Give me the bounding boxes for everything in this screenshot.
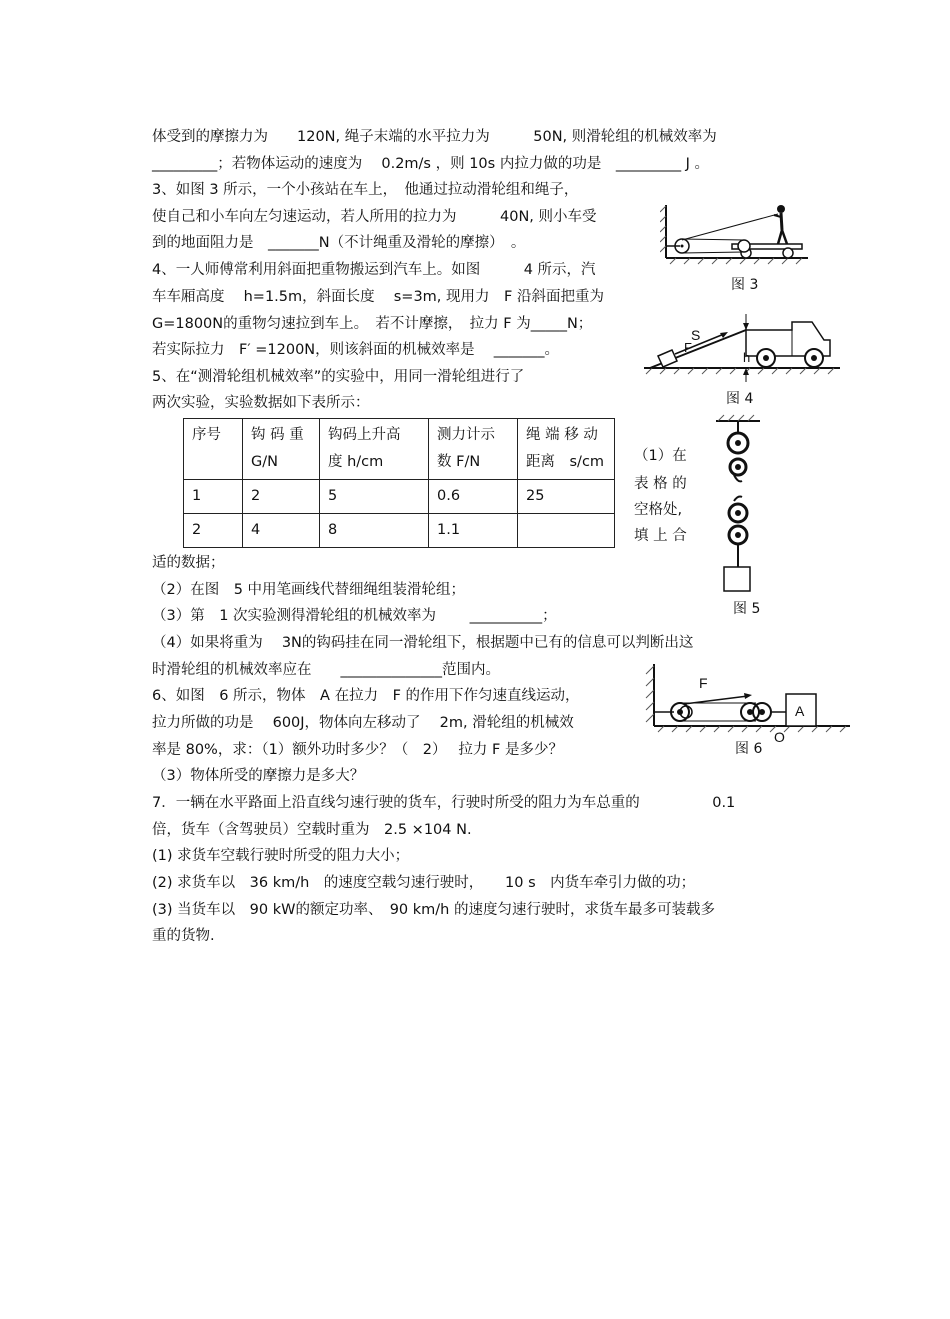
table-row [184,480,615,514]
table-cell: 25 [518,480,615,514]
side-text-3: 空格处, [634,502,683,518]
table-cell: 4 [243,514,320,548]
text-line-11: 两次实验，实验数据如下表所示： [152,395,370,411]
table-cell: 1.1 [429,514,518,548]
text-line-1: 体受到的摩擦力为 120N, 绳子末端的水平拉力为 50N, 则滑轮组的机械效率为 [152,129,717,145]
figure-3-caption: 图 3 [731,277,759,293]
table-header: 钩码上升高 度 h/cm [320,419,429,480]
text-line-2: _________；若物体运动的速度为 0.2m/s ，则 10s 内拉力做的功是 _________ J 。 [152,156,710,172]
text-line-24: (2) 求货车以 36 km/h 的速度空载匀速行驶时， 10 s 内货车牵引力做的功； [152,875,696,891]
svg-text:F: F [684,340,692,355]
side-text-2: 表 格 的 [634,476,687,492]
svg-text:O: O [774,729,785,742]
table-header: 序号 [184,419,243,480]
text-line-19: 率是 80%，求：（1）额外功时多少？（ 2） 拉力 F 是多少？ [152,742,563,758]
table-header-row [184,419,615,480]
table-cell: 0.6 [429,480,518,514]
figure-5-caption: 图 5 [733,601,761,617]
svg-text:S: S [691,327,701,343]
text-line-8: G=1800N的重物匀速拉到车上。 若不计摩擦， 拉力 F 为_____N； [152,316,593,332]
text-line-23: (1) 求货车空载行驶时所受的阻力大小； [152,848,410,864]
text-line-16: 时滑轮组的机械效率应在 ______________范围内。 [152,662,500,678]
text-line-5: 到的地面阻力是 _______N（不计绳重及滑轮的摩擦） 。 [152,235,526,251]
side-text-1: （1）在 [634,448,687,464]
svg-text:F: F [699,675,708,691]
text-line-12: 适的数据； [152,555,225,571]
table-cell: 1 [184,480,243,514]
table-cell: 2 [184,514,243,548]
text-line-22: 倍，货车（含驾驶员）空载时重为 2.5 ×104 N. [152,822,472,838]
table-header: 绳 端 移 动 距离 s/cm [518,419,615,480]
svg-text:h: h [743,350,751,365]
table-header: 测力计示 数 F/N [429,419,518,480]
text-line-10: 5、在“测滑轮组机械效率”的实验中，用同一滑轮组进行了 [152,369,525,385]
figure-3 [660,200,810,270]
figure-4-caption: 图 4 [726,391,754,407]
text-line-13: （2）在图 5 中用笔画线代替细绳组装滑轮组； [152,582,466,598]
text-line-9: 若实际拉力 F′ =1200N，则该斜面的机械效率是 _______。 [152,342,559,358]
text-line-14: （3）第 1 次实验测得滑轮组的机械效率为 __________； [152,608,557,624]
text-line-4: 使自己和小车向左匀速运动，若人所用的拉力为 40N, 则小车受 [152,209,597,225]
data-table [183,418,615,548]
figure-4 [642,310,842,386]
text-line-15: （4）如果将重为 3N的钩码挂在同一滑轮组下，根据题中已有的信息可以判断出这 [152,635,694,651]
text-line-25: (3) 当货车以 90 kW的额定功率、 90 km/h 的速度匀速行驶时，求货车最多可装载多 [152,902,715,918]
text-line-6: 4、一人师傅常利用斜面把重物搬运到汽车上。如图 4 所示，汽 [152,262,596,278]
text-line-17: 6、如图 6 所示，物体 A 在拉力 F 的作用下作匀速直线运动， [152,688,580,704]
text-line-18: 拉力所做的功是 600J，物体向左移动了 2m, 滑轮组的机械效 [152,715,574,731]
table-cell: 5 [320,480,429,514]
table-header: 钩 码 重 G/N [243,419,320,480]
side-text-4: 填 上 合 [634,528,687,544]
text-line-26: 重的货物. [152,928,215,944]
figure-5 [712,413,764,595]
table-row [184,514,615,548]
text-line-21: 7．一辆在水平路面上沿直线匀速行驶的货车，行驶时所受的阻力为车总重的 0.1 [152,795,736,811]
table-cell: 2 [243,480,320,514]
text-line-7: 车车厢高度 h=1.5m，斜面长度 s=3m, 现用力 F 沿斜面把重为 [152,289,604,305]
svg-text:A: A [795,703,805,719]
text-line-20: （3）物体所受的摩擦力是多大？ [152,768,365,784]
table-cell: 8 [320,514,429,548]
table-cell [518,514,615,548]
figure-6-caption: 图 6 [735,741,763,757]
figure-6 [644,660,852,742]
text-line-3: 3、如图 3 所示，一个小孩站在车上， 他通过拉动滑轮组和绳子， [152,182,579,198]
